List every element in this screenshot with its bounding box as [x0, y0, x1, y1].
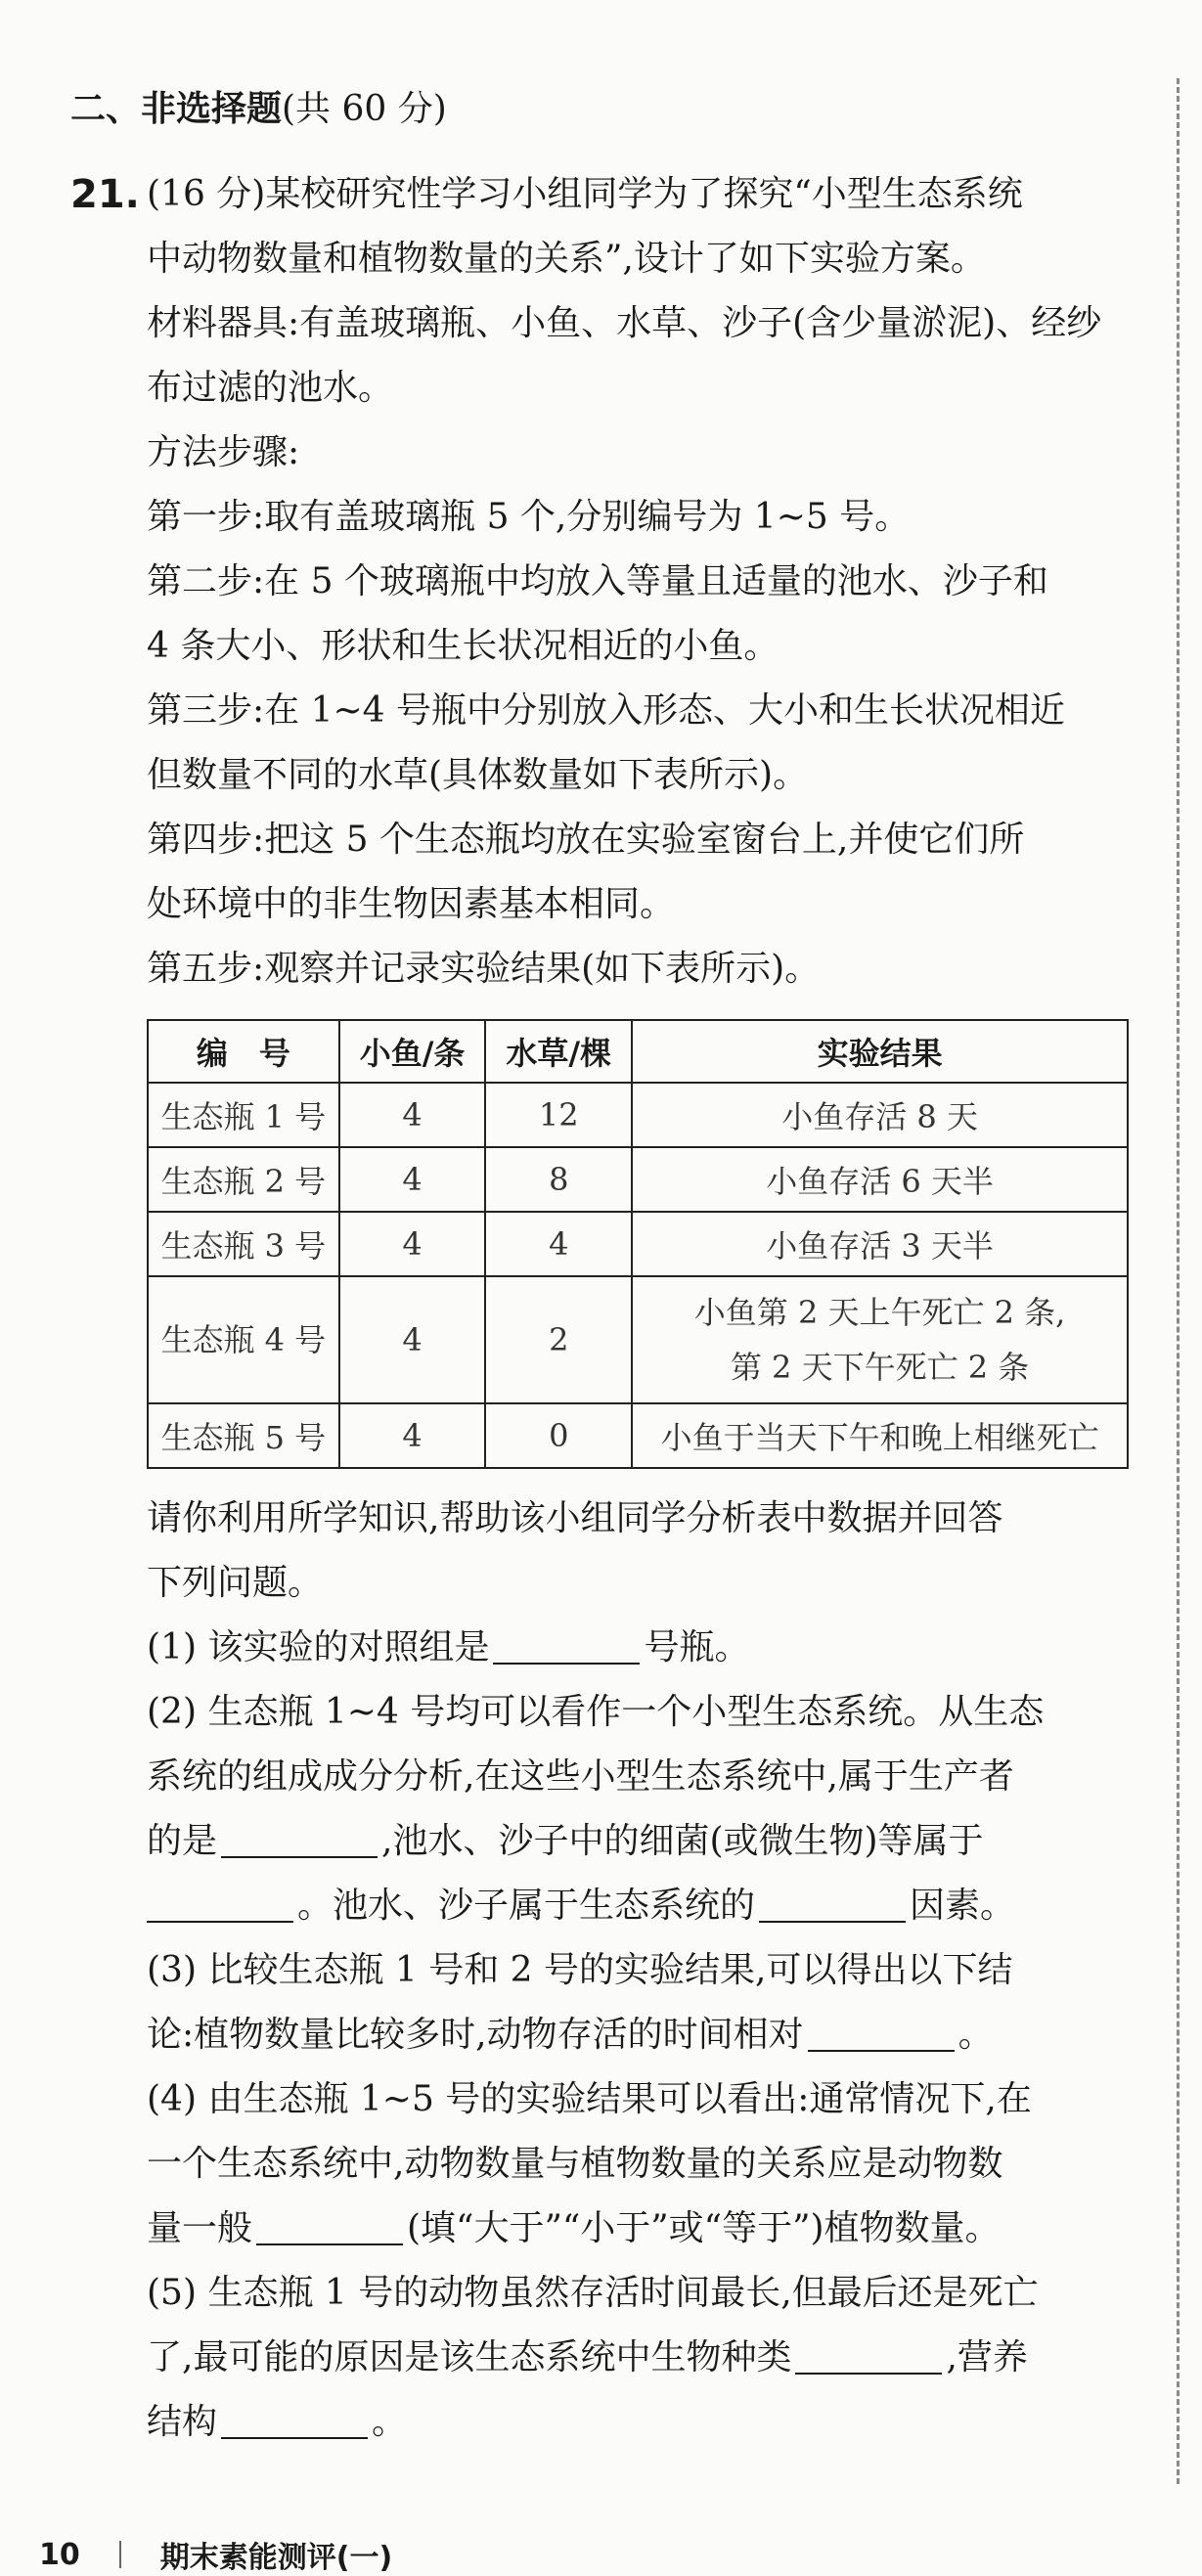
cell-fish: 4: [339, 1403, 486, 1468]
answer-blank-6[interactable]: [256, 2208, 403, 2245]
answer-blank-1[interactable]: [493, 1627, 640, 1665]
table-row: [148, 1147, 1128, 1212]
step-3-line-2: 但数量不同的水草(具体数量如下表所示)。: [147, 755, 809, 795]
step-3-line-1: 第三步:在 1~4 号瓶中分别放入形态、大小和生长状况相近: [147, 690, 1065, 731]
method-title: 方法步骤:: [147, 432, 300, 472]
table-header-row: [148, 1020, 1128, 1083]
intro-line-1: (16 分)某校研究性学习小组同学为了探究“小型生态系统: [147, 174, 1023, 214]
q4-line-2: 一个生态系统中,动物数量与植物数量的关系应是动物数: [147, 2144, 1003, 2184]
section-title: 二、非选择题: [70, 89, 283, 129]
cell-fish: 4: [339, 1276, 486, 1403]
intro-line-2: 中动物数量和植物数量的关系”,设计了如下实验方案。: [147, 239, 986, 279]
ask-line-1: 请你利用所学知识,帮助该小组同学分析表中数据并回答: [147, 1498, 1003, 1538]
cell-plants: 2: [485, 1276, 632, 1403]
table-row: [148, 1276, 1128, 1403]
cell-plants: 4: [485, 1212, 632, 1276]
q3-text-b: 。: [957, 2015, 994, 2055]
q1-text-b: 号瓶。: [644, 1627, 750, 1667]
cell-result: 小鱼于当天下午和晚上相继死亡: [632, 1403, 1128, 1468]
q1-text-a: (1) 该实验的对照组是: [147, 1627, 490, 1667]
q5-line-3: [147, 2390, 1136, 2455]
q2-line-3: [147, 1809, 1136, 1874]
section-score: (共 60 分): [282, 89, 447, 129]
cell-result-line-1: 小鱼第 2 天上午死亡 2 条,: [693, 1294, 1066, 1331]
content: [70, 86, 1136, 2455]
q4-line-3: [147, 2197, 1136, 2261]
page-footer: [39, 2535, 392, 2574]
cell-result-line-2: 第 2 天下午死亡 2 条: [730, 1349, 1030, 1386]
cell-plants: 8: [485, 1147, 632, 1212]
q2-text-a: 的是: [147, 1821, 218, 1861]
q5-text-c: 结构: [147, 2402, 218, 2442]
cell-result: 小鱼存活 3 天半: [632, 1212, 1128, 1276]
q5-text-b: ,营养: [946, 2337, 1028, 2377]
step-5: 第五步:观察并记录实验结果(如下表所示)。: [147, 949, 821, 989]
answer-blank-5[interactable]: [808, 2015, 955, 2052]
materials-line-1: 材料器具:有盖玻璃瓶、小鱼、水草、沙子(含少量淤泥)、经纱: [147, 303, 1102, 343]
cell-fish: 4: [339, 1083, 486, 1147]
materials-line-2: 布过滤的池水。: [147, 368, 394, 408]
step-4-line-1: 第四步:把这 5 个生态瓶均放在实验室窗台上,并使它们所: [147, 820, 1025, 860]
q3-line-2: [147, 2003, 1136, 2067]
cell-result: 小鱼存活 6 天半: [632, 1147, 1128, 1212]
table-row: [148, 1083, 1128, 1147]
sub-question-1: [147, 1616, 1136, 1680]
step-1: 第一步:取有盖玻璃瓶 5 个,分别编号为 1~5 号。: [147, 497, 911, 537]
section-heading: [70, 86, 1136, 133]
cell-id: 生态瓶 1 号: [148, 1083, 339, 1147]
step-4-line-2: 处环境中的非生物因素基本相同。: [147, 884, 676, 924]
footer-divider: [119, 2541, 121, 2568]
answer-blank-2[interactable]: [221, 1821, 378, 1858]
q3-text-a: 论:植物数量比较多时,动物存活的时间相对: [147, 2015, 804, 2055]
q3-line-1: (3) 比较生态瓶 1 号和 2 号的实验结果,可以得出以下结: [147, 1950, 1013, 1990]
q4-line-1: (4) 由生态瓶 1~5 号的实验结果可以看出:通常情况下,在: [147, 2079, 1032, 2119]
q2-line-2: 系统的组成成分分析,在这些小型生态系统中,属于生产者: [147, 1756, 1014, 1797]
experiment-table: [147, 1019, 1129, 1469]
q5-line-2: [147, 2326, 1136, 2390]
answer-blank-8[interactable]: [221, 2402, 368, 2439]
cell-fish: 4: [339, 1212, 486, 1276]
step-2-line-2: 4 条大小、形状和生长状况相近的小鱼。: [147, 626, 779, 666]
table-row: [148, 1212, 1128, 1276]
question-21: [70, 162, 1136, 2455]
q5-text-d: 。: [372, 2402, 408, 2442]
q2-line-4: [147, 1874, 1136, 1938]
table-row: [148, 1403, 1128, 1468]
q5-text-a: 了,最可能的原因是该生态系统中生物种类: [147, 2337, 792, 2377]
cell-result: [632, 1276, 1128, 1403]
cell-id: 生态瓶 3 号: [148, 1212, 339, 1276]
ask-line-2: 下列问题。: [147, 1563, 324, 1603]
step-2-line-1: 第二步:在 5 个玻璃瓶中均放入等量且适量的池水、沙子和: [147, 561, 1048, 601]
header-id: 编 号: [148, 1020, 339, 1083]
cell-fish: 4: [339, 1147, 486, 1212]
cell-plants: 12: [485, 1083, 632, 1147]
cell-result: 小鱼存活 8 天: [632, 1083, 1128, 1147]
q4-text-b: (填“大于”“小于”或“等于”)植物数量。: [407, 2208, 1001, 2248]
answer-blank-4[interactable]: [759, 1886, 906, 1923]
page-number: 10: [39, 2537, 80, 2572]
answer-blank-3[interactable]: [147, 1886, 293, 1923]
cell-plants: 0: [485, 1403, 632, 1468]
q4-text-a: 量一般: [147, 2208, 253, 2248]
header-fish: 小鱼/条: [339, 1020, 486, 1083]
q2-line-1: (2) 生态瓶 1~4 号均可以看作一个小型生态系统。从生态: [147, 1692, 1045, 1732]
q2-text-c: 。池水、沙子属于生态系统的: [297, 1886, 756, 1926]
q2-text-d: 因素。: [910, 1886, 1016, 1926]
cell-id: 生态瓶 5 号: [148, 1403, 339, 1468]
answer-blank-7[interactable]: [795, 2337, 942, 2375]
footer-title: 期末素能测评(一): [159, 2541, 393, 2575]
binding-dash-line: [1177, 78, 1180, 2484]
cell-id: 生态瓶 4 号: [148, 1276, 339, 1403]
header-plants: 水草/棵: [485, 1020, 632, 1083]
q2-text-b: ,池水、沙子中的细菌(或微生物)等属于: [381, 1821, 984, 1861]
q5-line-1: (5) 生态瓶 1 号的动物虽然存活时间最长,但最后还是死亡: [147, 2273, 1039, 2313]
question-number: 21.: [70, 172, 140, 217]
header-result: 实验结果: [632, 1020, 1128, 1083]
cell-id: 生态瓶 2 号: [148, 1147, 339, 1212]
